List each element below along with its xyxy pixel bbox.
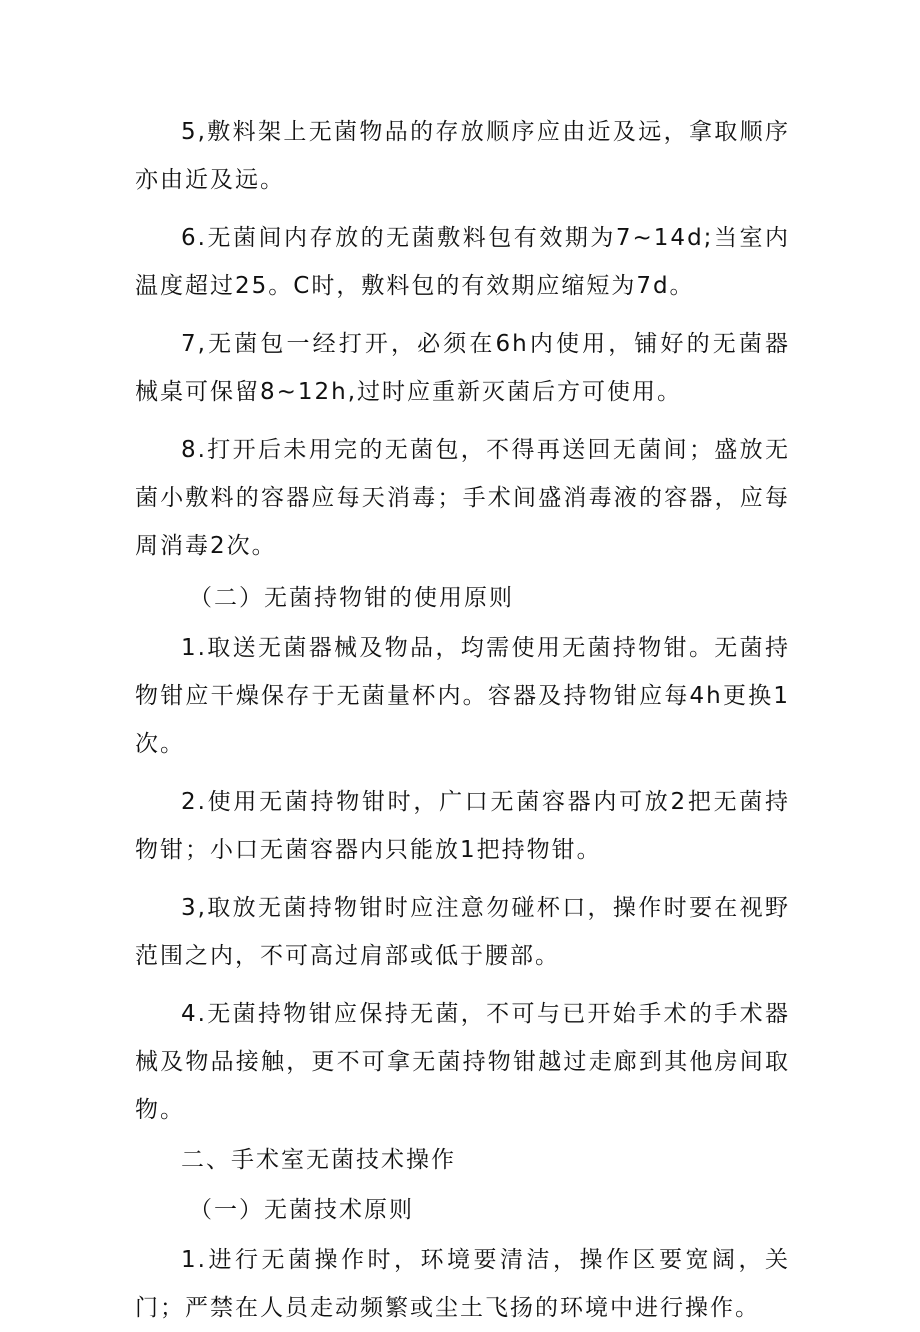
paragraph-forceps-3: 3,取放无菌持物钳时应注意勿碰杯口，操作时要在视野范围之内，不可高过肩部或低于腰部。 xyxy=(135,895,790,969)
paragraph-7: 7,无菌包一经打开，必须在6h内使用，铺好的无菌器械桌可保留8~12h,过时应重新灭菌后方可使用。 xyxy=(135,331,790,405)
chapter-heading: 二、手术室无菌技术操作 xyxy=(181,1147,456,1173)
paragraph-forceps-4: 4.无菌持物钳应保持无菌，不可与已开始手术的手术器械及物品接触，更不可拿无菌持物钳越过走廊到其他房间取物。 xyxy=(135,1001,790,1123)
paragraph-6: 6.无菌间内存放的无菌敷料包有效期为7~14d;当室内温度超过25。C时，敷料包的有效期应缩短为7d。 xyxy=(135,225,790,299)
paragraph-8: 8.打开后未用完的无菌包，不得再送回无菌间；盛放无菌小敷料的容器应每天消毒；手术间盛消毒液的容器，应每周消毒2次。 xyxy=(135,437,790,559)
paragraph-5: 5,敷料架上无菌物品的存放顺序应由近及远，拿取顺序亦由近及远。 xyxy=(135,119,790,193)
document-body xyxy=(0,108,920,1332)
section-heading-forceps: （二）无菌持物钳的使用原则 xyxy=(189,585,514,611)
section-heading-principles: （一）无菌技术原则 xyxy=(189,1197,414,1223)
paragraph-forceps-1: 1.取送无菌器械及物品，均需使用无菌持物钳。无菌持物钳应干燥保存于无菌量杯内。容器及持物钳应每4h更换1次。 xyxy=(135,635,790,757)
paragraph-principles-1: 1.进行无菌操作时，环境要清洁，操作区要宽阔，关门；严禁在人员走动频繁或尘土飞扬的环境中进行操作。 xyxy=(135,1247,790,1321)
paragraph-forceps-2: 2.使用无菌持物钳时，广口无菌容器内可放2把无菌持物钳；小口无菌容器内只能放1把持物钳。 xyxy=(135,789,790,863)
